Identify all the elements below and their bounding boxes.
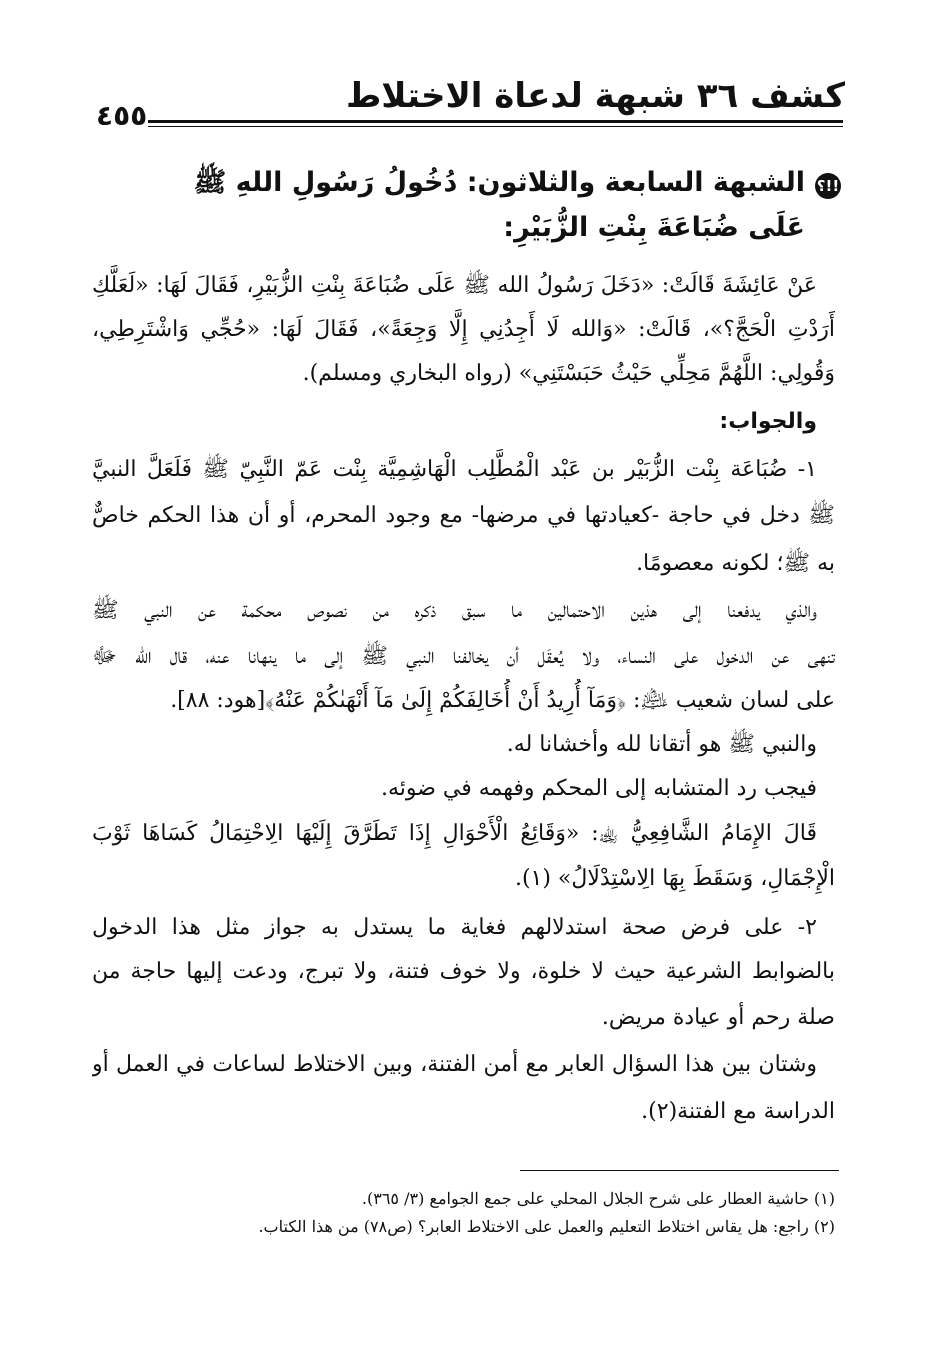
section-title-line-2: عَلَى ضُبَاعَةَ بِنْتِ الزُّبَيْرِ: <box>503 212 805 243</box>
point-1-line: ١- ضُبَاعَة بِنْت الزُّبَيْر بن عَبْد الْمُطَّلِب الْهَاشِمِيَّة بِنْت عَمّ النَّبِيّ ﷺ فَلَعَلَّ النبيَّ <box>92 457 817 482</box>
paragraph-line: والذي يدفعنا إلى هذين الاحتمالين ما سبق ذكره من نصوص محكمة عن النبي ﷺ <box>92 598 817 623</box>
point-2-line: ٢- على فرض صحة استدلالهم فغاية ما يستدل به جواز مثل هذا الدخول <box>92 915 817 940</box>
paragraph-line: والنبي ﷺ هو أتقانا لله وأخشانا له. <box>506 732 817 757</box>
paragraph-line: وشتان بين هذا السؤال العابر مع أمن الفتنة، وبين الاختلاط لساعات في العمل أو <box>92 1052 817 1077</box>
footnote: (٢) راجع: هل يقاس اختلاط التعليم والعمل على الاختلاط العابر؟ (ص٧٨) من هذا الكتاب. <box>258 1217 835 1236</box>
footnote: (١) حاشية العطار على شرح الجلال المحلي على جمع الجوامع (٣/ ٣٦٥). <box>361 1189 835 1208</box>
paragraph-line: الدراسة مع الفتنة(٢). <box>641 1099 835 1124</box>
point-1-line: به ﷺ؛ لكونه معصومًا. <box>636 551 835 576</box>
doubt-marker-icon: ؟!! <box>815 173 841 199</box>
point-2-line: صلة رحم أو عيادة مريض. <box>601 1005 835 1030</box>
quote-line: الْإِجْمَالِ، وَسَقَطَ بِهَا الِاسْتِدْلَالُ» (١). <box>514 866 835 891</box>
paragraph-line: على لسان شعيب ﵇: ﴿وَمَآ أُرِيدُ أَنْ أُخَالِفَكُمْ إِلَىٰ مَآ أَنْهَىٰكُمْ عَنْهُ﴾[هود: ٨٨]. <box>170 688 835 713</box>
page-number: ٤٥٥ <box>96 99 148 132</box>
paragraph-line: تنهى عن الدخول على النساء، ولا يُعقَل أن يخالفنا النبي ﷺ إلى ما ينهانا عنه، قال الله ﷻ <box>92 644 835 669</box>
footnote-rule <box>520 1170 839 1171</box>
answer-label: والجواب: <box>719 409 817 434</box>
paragraph-line: فيجب رد المتشابه إلى المحكم وفهمه في ضوئه. <box>380 776 817 801</box>
hadith-line: وَقُولِي: اللَّهُمَّ مَحِلِّي حَيْثُ حَبَسْتَنِي» (رواه البخاري ومسلم). <box>302 361 835 386</box>
section-title-line-1: الشبهة السابعة والثلاثون: دُخُولُ رَسُولِ اللهِ ﷺ <box>193 167 805 198</box>
hadith-line: أَرَدْتِ الْحَجَّ؟»، قَالَتْ: «وَالله لَا أَجِدُنِي إِلَّا وَجِعَةً»، فَقَالَ لَهَا: «حُجِّي وَاشْتَرِطِي، <box>92 317 835 342</box>
quote-line: قَالَ الإِمَامُ الشَّافِعِيُّ ﵀: «وَقَائِعُ الْأَحْوَالِ إِذَا تَطَرَّقَ إِلَيْهَا الِاحْتِمَالُ كَسَاهَا ثَوْبَ <box>92 821 817 846</box>
running-header-title: كشف ٣٦ شبهة لدعاة الاختلاط <box>345 76 845 116</box>
point-1-line: ﷺ دخل في حاجة -كعيادتها في مرضها- مع وجود المحرم، أو أن هذا الحكم خاصٌّ <box>92 503 835 528</box>
hadith-line: عَنْ عَائِشَةَ قَالَتْ: «دَخَلَ رَسُولُ الله ﷺ عَلَى ضُبَاعَةَ بِنْتِ الزُّبَيْرِ، فَقَالَ لَهَا: «لَعَلَّكِ <box>92 273 817 298</box>
point-2-line: بالضوابط الشرعية حيث لا خلوة، ولا خوف فتنة، ولا تبرج، ودعت إليها حاجة من <box>92 959 835 984</box>
header-rule-thin <box>148 126 843 127</box>
header-rule <box>148 120 843 123</box>
